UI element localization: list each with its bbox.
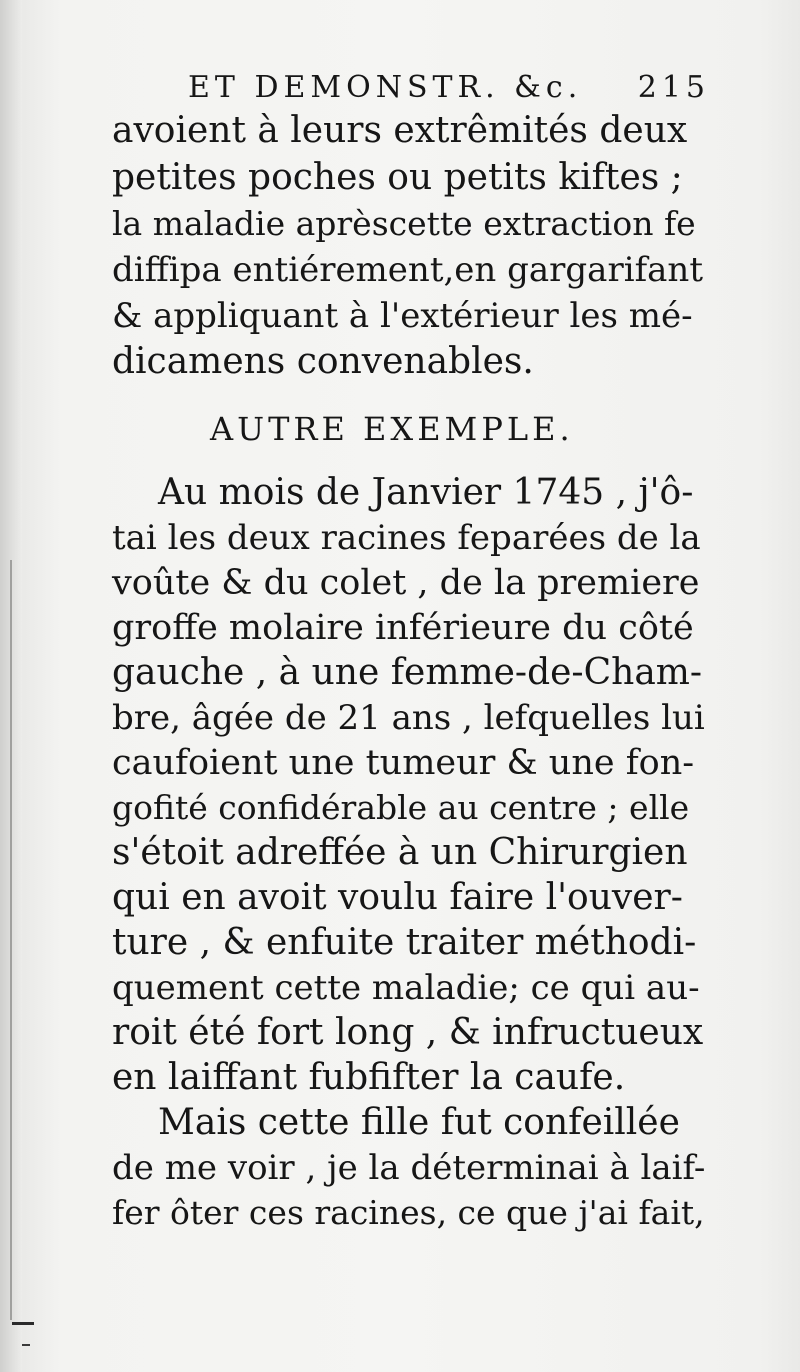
gutter-shadow-line (10, 560, 12, 1320)
running-title: ET DEMONSTR. &c. (188, 70, 583, 105)
page-number: 215 (637, 70, 710, 105)
section-heading: AUTRE EXEMPLE. (210, 410, 574, 448)
text-line: la maladie aprèscette extraction fe (112, 204, 696, 243)
text-line: fer ôter ces racines, ce que j'ai fait, (112, 1193, 705, 1232)
text-line: groffe molaire inférieure du côté (112, 608, 694, 648)
text-line: roit été fort long , & infructueux (112, 1012, 704, 1053)
text-line: qui en avoit voulu faire l'ouver- (112, 877, 683, 918)
text-line: caufoient une tumeur & une fon- (112, 743, 695, 783)
text-line: quement cette maladie; ce qui au- (112, 968, 700, 1008)
text-line: Mais cette fille fut confeillée (158, 1102, 680, 1143)
page-edge-mark-small (22, 1344, 30, 1346)
text-line: voûte & du colet , de la premiere (112, 563, 700, 603)
text-line: en laiffant fubfifter la caufe. (112, 1057, 626, 1098)
text-line: bre, âgée de 21 ans , lefquelles lui (112, 698, 705, 738)
text-line: diffipa entiérement,en gargarifant (112, 250, 703, 290)
text-line: gofité confidérable au centre ; elle (112, 788, 690, 827)
text-line: dicamens convenables. (112, 341, 534, 382)
page-edge-mark (12, 1322, 34, 1325)
text-line: petites poches ou petits kiftes ; (112, 157, 683, 198)
text-line: gauche , à une femme-de-Cham- (112, 652, 703, 693)
text-line: & appliquant à l'extérieur les mé- (112, 296, 693, 336)
text-line: ture , & enfuite traiter méthodi- (112, 922, 697, 963)
text-line: tai les deux racines feparées de la (112, 518, 701, 558)
text-line: de me voir , je la déterminai à laif- (112, 1148, 706, 1188)
text-line: s'étoit adreffée à un Chirurgien (112, 832, 688, 873)
text-line: avoient à leurs extrêmités deux (112, 110, 688, 151)
text-line: Au mois de Janvier 1745 , j'ô- (158, 472, 694, 513)
